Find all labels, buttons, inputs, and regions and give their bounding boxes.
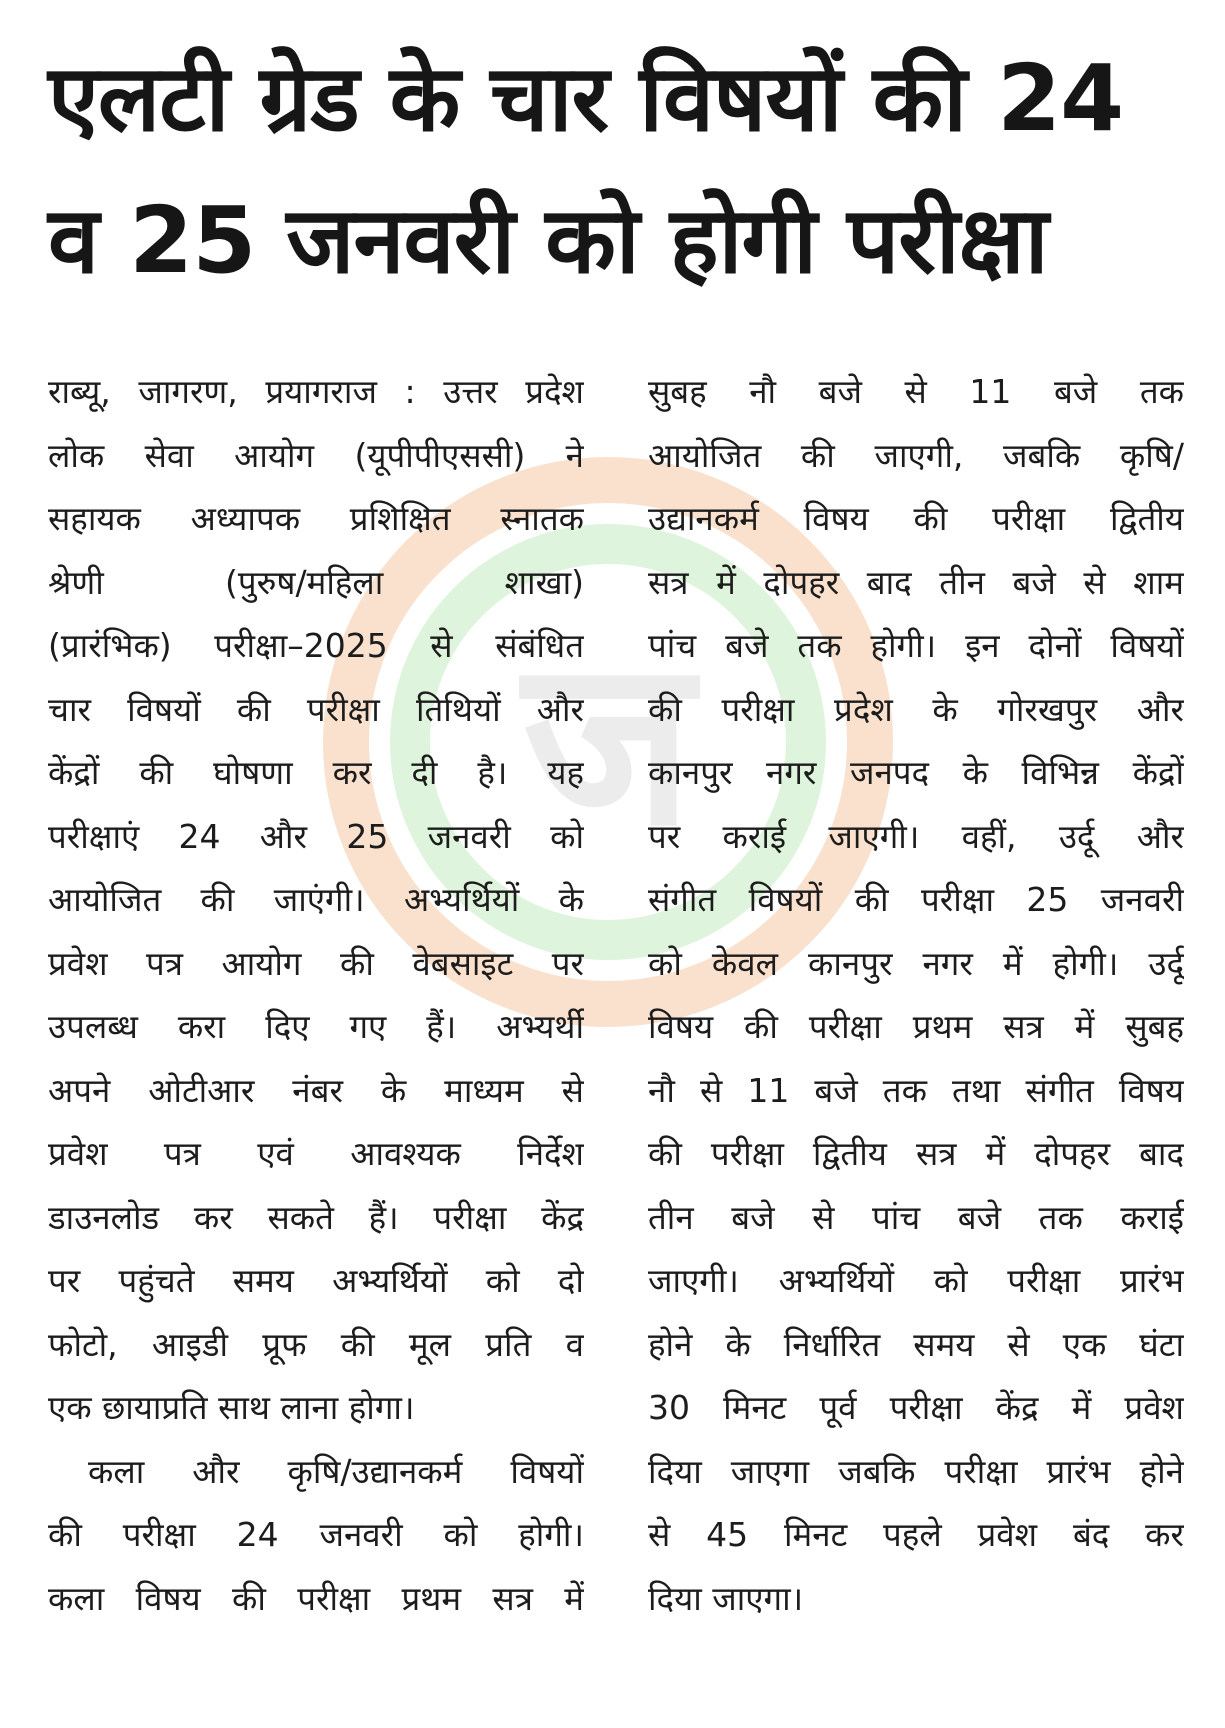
article-line: कानपुर नगर जनपद के विभिन्न केंद्रों (648, 753, 1184, 792)
watermark-glyph: ज (522, 610, 694, 877)
article-line: 30 मिनट पूर्व परीक्षा केंद्र में प्रवेश (648, 1388, 1184, 1427)
article-line: प्रवेश पत्र एवं आवश्यक निर्देश (48, 1134, 584, 1173)
article-line: की परीक्षा द्वितीय सत्र में दोपहर बाद (648, 1134, 1184, 1173)
article-line: सहायक अध्यापक प्रशिक्षित स्नातक (48, 499, 584, 538)
article-line: चार विषयों की परीक्षा तिथियों और (48, 689, 584, 729)
article-line: एक छायाप्रति साथ लाना होगा। (48, 1388, 415, 1427)
article-line: राब्यू, जागरण, प्रयागराज : उत्तर प्रदेश (48, 372, 584, 411)
article-line: श्रेणी (पुरुष/महिला शाखा) (48, 562, 584, 602)
article-line: को केवल कानपुर नगर में होगी। उर्दू (648, 943, 1184, 983)
article-line: पर कराई जाएगी। वहीं, उर्दू और (648, 816, 1184, 856)
article-line: लोक सेवा आयोग (यूपीपीएससी) ने (48, 435, 584, 475)
article-line: प्रवेश पत्र आयोग की वेबसाइट पर (48, 943, 584, 983)
article-line: अपने ओटीआर नंबर के माध्यम से (48, 1070, 584, 1110)
article-line: उपलब्ध करा दिए गए हैं। अभ्यर्थी (48, 1007, 584, 1046)
article-line: आयोजित की जाएगी, जबकि कृषि/ (648, 435, 1184, 475)
headline-line-1: एलटी ग्रेड के चार विषयों की 24 (48, 45, 1124, 152)
article-line: संगीत विषयों की परीक्षा 25 जनवरी (648, 880, 1184, 919)
article-line: की परीक्षा प्रदेश के गोरखपुर और (648, 689, 1184, 729)
article-line: विषय की परीक्षा प्रथम सत्र में सुबह (648, 1007, 1184, 1046)
article-line: (प्रारंभिक) परीक्षा–2025 से संबंधित (48, 626, 584, 665)
article-line: तीन बजे से पांच बजे तक कराई (648, 1197, 1184, 1237)
article-right-column (648, 360, 1184, 1630)
article-line: नौ से 11 बजे तक तथा संगीत विषय (648, 1070, 1184, 1110)
article-line: की परीक्षा 24 जनवरी को होगी। (48, 1515, 584, 1554)
article-line: सुबह नौ बजे से 11 बजे तक (648, 372, 1184, 411)
article-line: दिया जाएगा। (648, 1578, 804, 1618)
article-line: कला विषय की परीक्षा प्रथम सत्र में (48, 1578, 584, 1618)
article-line: जाएगी। अभ्यर्थियों को परीक्षा प्रारंभ (648, 1261, 1184, 1300)
article-line: सत्र में दोपहर बाद तीन बजे से शाम (648, 562, 1184, 602)
article-line: फोटो, आइडी प्रूफ की मूल प्रति व (48, 1324, 584, 1364)
article-line: कला और कृषि/उद्यानकर्म विषयों (88, 1451, 584, 1491)
article-line: उद्यानकर्म विषय की परीक्षा द्वितीय (648, 499, 1184, 538)
headline-line-2: व 25 जनवरी को होगी परीक्षा (48, 187, 1048, 294)
article-line: से 45 मिनट पहले प्रवेश बंद कर (648, 1515, 1184, 1554)
headline (48, 28, 1188, 312)
article-line: पर पहुंचते समय अभ्यर्थियों को दो (48, 1261, 584, 1300)
article-left-column (48, 360, 584, 1630)
article-line: आयोजित की जाएंगी। अभ्यर्थियों के (48, 880, 584, 919)
article-line: पांच बजे तक होगी। इन दोनों विषयों (648, 626, 1184, 665)
article-line: दिया जाएगा जबकि परीक्षा प्रारंभ होने (648, 1451, 1184, 1491)
article-line: केंद्रों की घोषणा कर दी है। यह (48, 753, 584, 792)
article-line: डाउनलोड कर सकते हैं। परीक्षा केंद्र (48, 1197, 584, 1237)
article-line: होने के निर्धारित समय से एक घंटा (648, 1324, 1184, 1364)
article-line: परीक्षाएं 24 और 25 जनवरी को (48, 816, 584, 856)
